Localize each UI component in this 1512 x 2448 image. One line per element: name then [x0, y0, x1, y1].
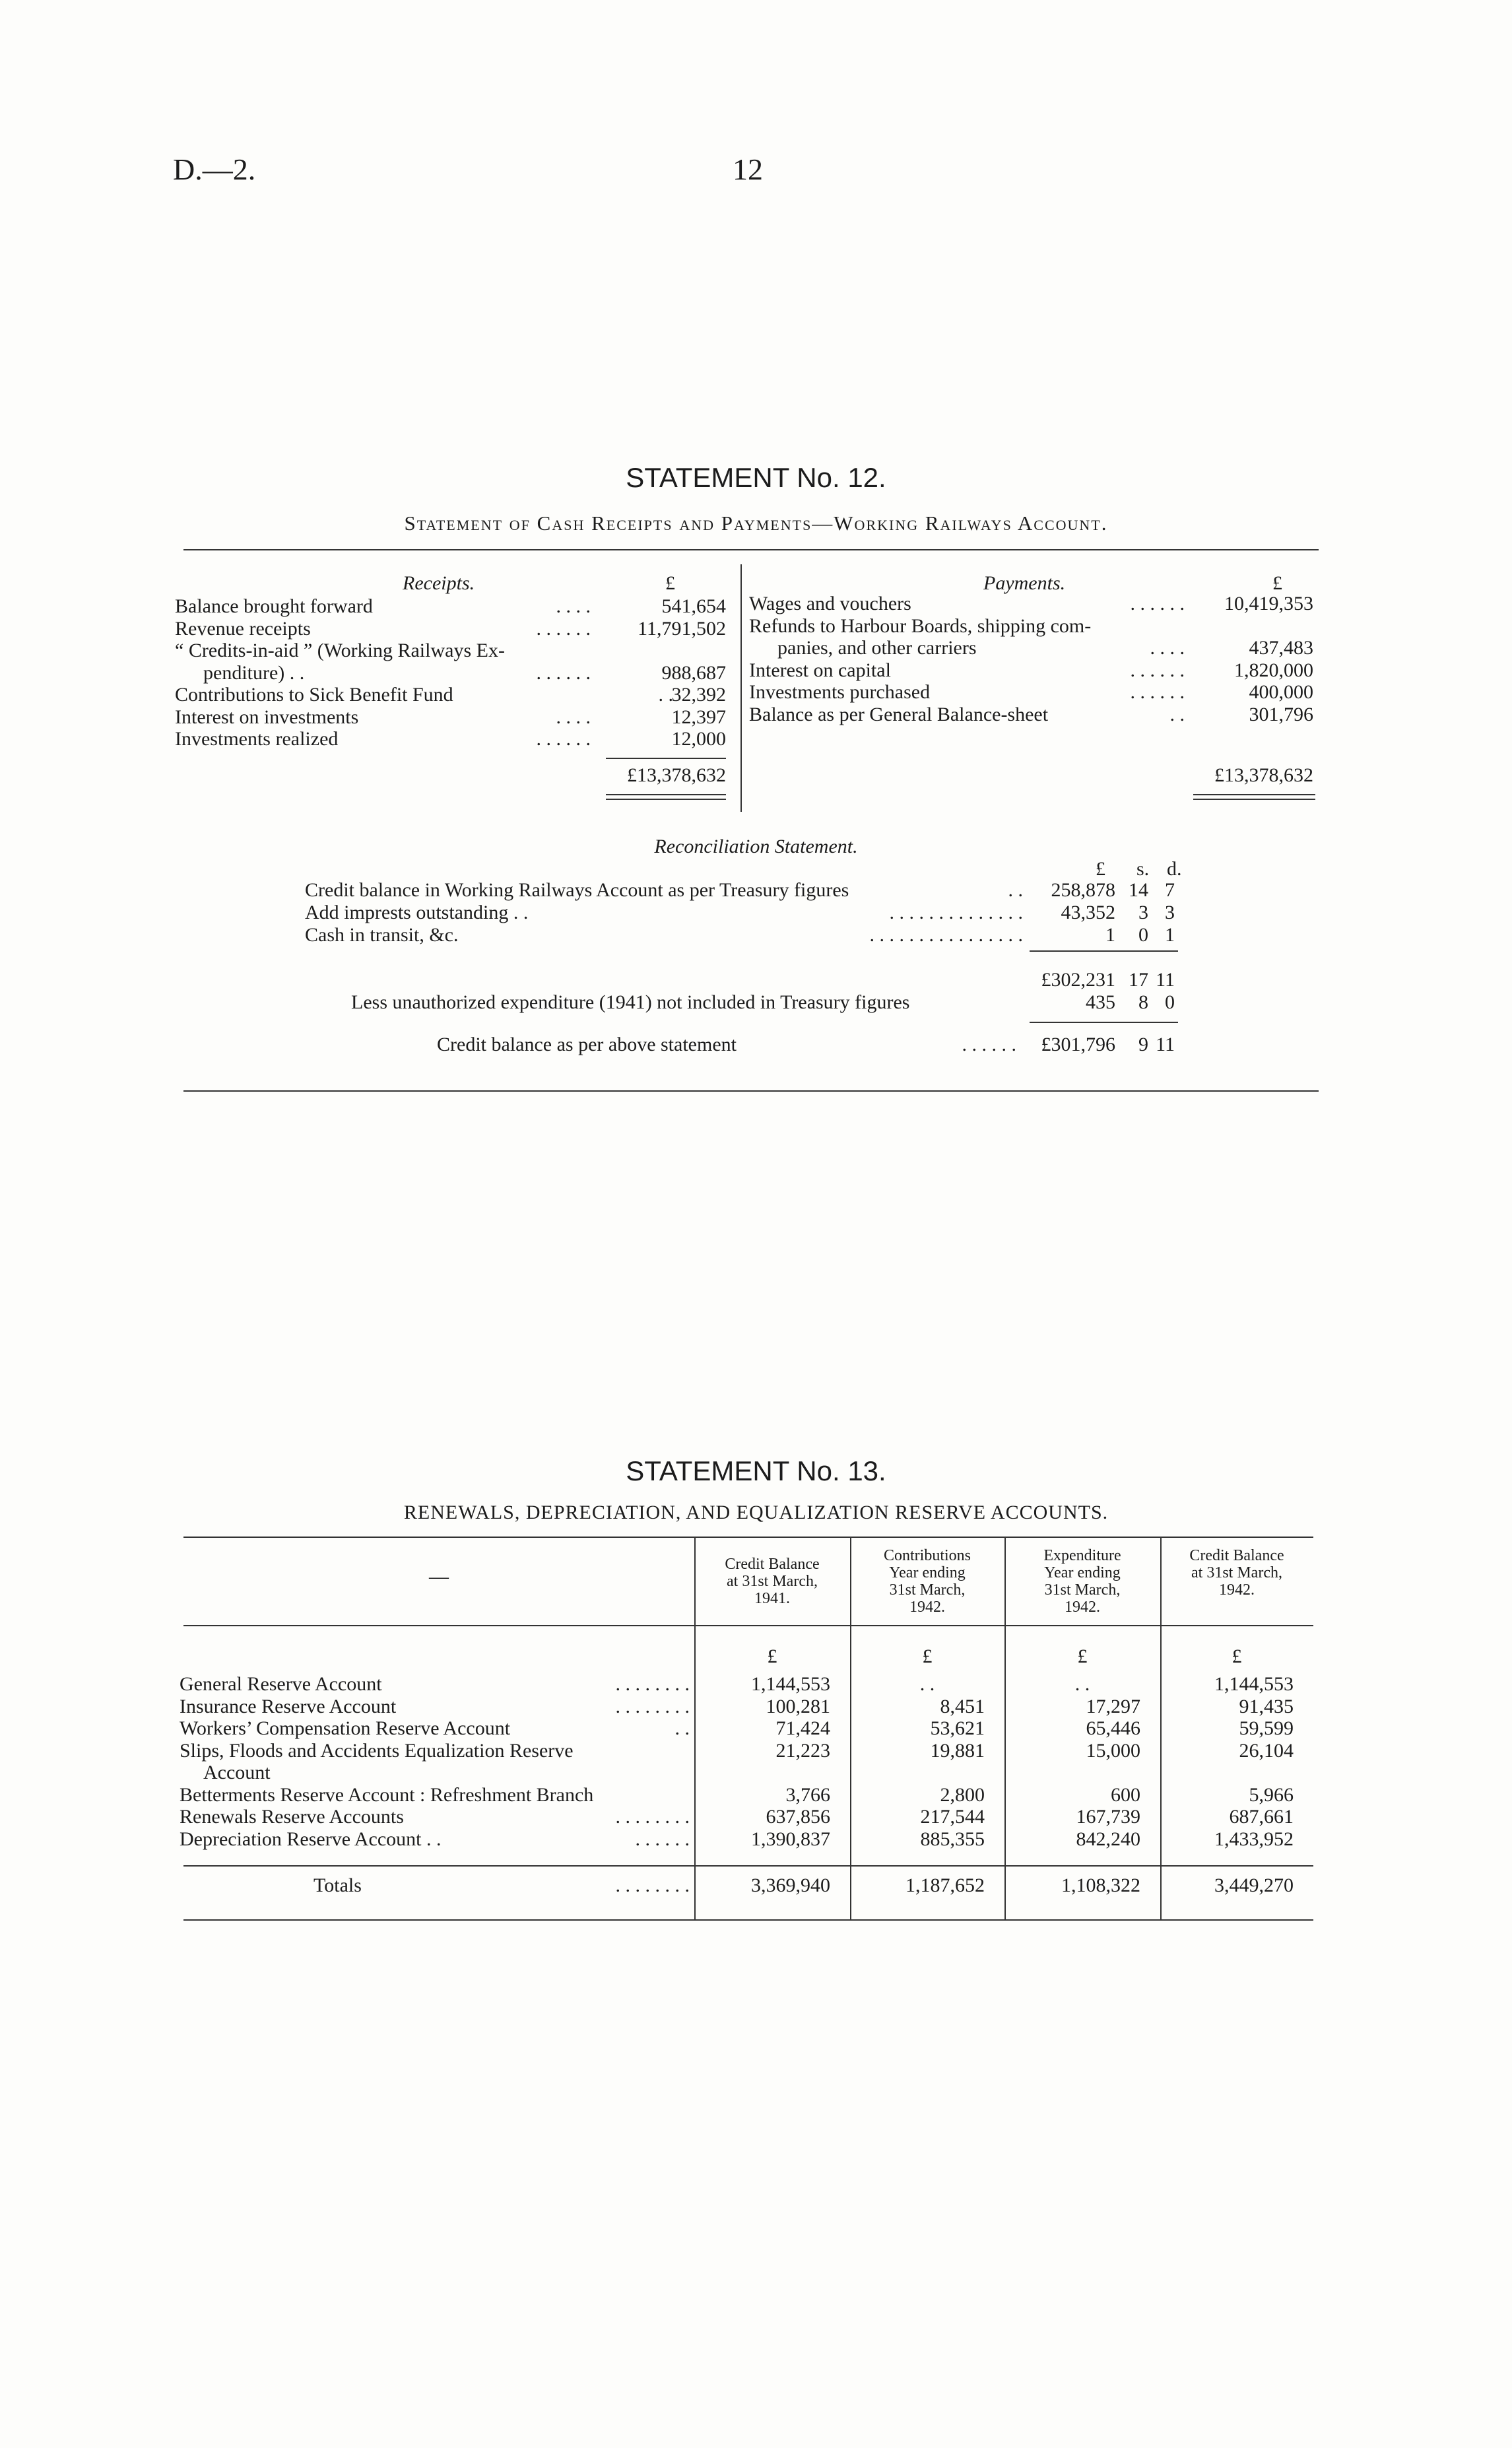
- recon-pence: 7: [1165, 879, 1175, 901]
- recon-final-shillings: 9: [1138, 1034, 1148, 1055]
- recon-final-dots: . . . . . .: [962, 1034, 1016, 1055]
- receipt-leader-dots: . . . .: [556, 595, 591, 617]
- payment-label: Investments purchased: [749, 681, 931, 703]
- payment-leader-dots: . . . . . .: [1130, 659, 1185, 681]
- statement-13-subtitle: RENEWALS, DEPRECIATION, AND EQUALIZATION RESERVE ACCOUNTS.: [403, 1502, 1109, 1523]
- statement-12-subtitle: Statement of Cash Receipts and Payments—Working Railways Account.: [404, 512, 1108, 535]
- payment-leader-dots: . . . . . .: [1130, 593, 1185, 614]
- recon-pence: 1: [1165, 924, 1175, 946]
- s13-cell-value: 17,297: [1086, 1695, 1140, 1717]
- s13-row-label: Workers’ Compensation Reserve Account: [180, 1717, 511, 1739]
- s13-cell-value: 71,424: [775, 1717, 830, 1739]
- s13-cell-value: 5,966: [1249, 1783, 1294, 1806]
- recon-less-shillings: 8: [1138, 991, 1148, 1013]
- s13-currency: £: [1077, 1645, 1088, 1667]
- receipt-label: Contributions to Sick Benefit Fund: [175, 684, 453, 706]
- s13-cell-value: 600: [1111, 1783, 1140, 1806]
- s13-bottom-rule: [183, 1919, 1313, 1921]
- s13-leader-dots: . . . . . . . .: [615, 1673, 690, 1695]
- s13-column-head: Expenditure Year ending 31st March, 1942.: [1043, 1547, 1121, 1616]
- s13-cell-value: . .: [919, 1673, 935, 1695]
- s13-currency: £: [1232, 1645, 1242, 1667]
- statement-12-title: STATEMENT No. 12.: [626, 462, 886, 493]
- receipt-value: 32,392: [671, 684, 726, 706]
- s13-totals-rule: [183, 1865, 1313, 1867]
- payments-currency: £: [1272, 572, 1282, 594]
- payments-total-double-rule: [1193, 794, 1315, 800]
- receipt-label: Interest on investments: [175, 706, 359, 728]
- s13-cell-value: 1,144,553: [751, 1673, 830, 1695]
- recon-subtotal-pence: 11: [1156, 969, 1175, 991]
- payment-value: 10,419,353: [1224, 593, 1313, 614]
- recon-shillings: 3: [1138, 902, 1148, 923]
- recon-less-pence: 0: [1165, 991, 1175, 1013]
- s13-row-label: Depreciation Reserve Account . .: [180, 1828, 442, 1850]
- s13-totals-dots: . . . . . . . .: [615, 1874, 690, 1896]
- s13-cell-value: 687,661: [1229, 1806, 1294, 1828]
- document-reference: D.—2.: [173, 152, 256, 186]
- receipts-total: £13,378,632: [627, 764, 726, 786]
- s13-leader-dots: . . . . . . . .: [615, 1806, 690, 1828]
- statement-12-top-rule: [183, 549, 1319, 550]
- recon-less-pounds: 435: [1086, 991, 1115, 1013]
- payment-label: panies, and other carriers: [777, 637, 977, 659]
- payment-leader-dots: . .: [1169, 703, 1185, 725]
- s13-column-head: Contributions Year ending 31st March, 1942.: [883, 1547, 971, 1616]
- s13-cell-value: 91,435: [1239, 1695, 1294, 1717]
- page-number: 12: [733, 152, 763, 186]
- recon-head-pounds: £: [1096, 858, 1105, 880]
- s13-totals-label: Totals: [313, 1874, 362, 1896]
- recon-leader-dots: . .: [1008, 879, 1023, 901]
- recon-final-label: Credit balance as per above statement: [437, 1034, 737, 1055]
- receipt-value: 12,397: [671, 706, 726, 728]
- s13-total-value: 1,187,652: [905, 1874, 985, 1896]
- s13-column-head: Credit Balance at 31st March, 1941.: [725, 1556, 820, 1607]
- s13-cell-value: 59,599: [1239, 1717, 1294, 1739]
- receipts-sum-rule: [606, 758, 726, 759]
- s13-cell-value: 637,856: [766, 1806, 830, 1828]
- receipt-label: Balance brought forward: [175, 595, 373, 617]
- recon-sum-rule: [1030, 950, 1178, 952]
- recon-subtotal-pounds: £302,231: [1041, 969, 1115, 991]
- s13-cell-value: 15,000: [1086, 1739, 1140, 1762]
- payment-label: Refunds to Harbour Boards, shipping com-: [749, 614, 1092, 637]
- recon-label: Credit balance in Working Railways Account as per Treasury figures: [305, 879, 849, 901]
- s13-first-column-head: —: [429, 1566, 449, 1587]
- s13-row-label: General Reserve Account: [180, 1673, 382, 1695]
- payment-label: Balance as per General Balance-sheet: [749, 703, 1049, 725]
- recon-shillings: 0: [1138, 924, 1148, 946]
- reconciliation-bottom-rule: [183, 1090, 1319, 1092]
- s13-row-label: Slips, Floods and Accidents Equalization Reserve: [180, 1739, 574, 1762]
- s13-cell-value: 100,281: [766, 1695, 830, 1717]
- receipt-label: “ Credits-in-aid ” (Working Railways Ex-: [175, 640, 505, 661]
- s13-cell-value: 19,881: [930, 1739, 985, 1762]
- recon-head-pence: d.: [1167, 858, 1182, 880]
- s13-currency: £: [767, 1645, 777, 1667]
- s13-cell-value: 3,766: [785, 1783, 830, 1806]
- receipt-label: Investments realized: [175, 728, 339, 750]
- recon-label: Add imprests outstanding . .: [305, 902, 529, 923]
- receipts-heading: Receipts.: [403, 572, 475, 594]
- recon-final-pence: 11: [1156, 1034, 1175, 1055]
- receipts-total-double-rule: [606, 794, 726, 800]
- receipt-leader-dots: . .: [658, 684, 673, 706]
- payment-value: 301,796: [1249, 703, 1313, 725]
- s13-cell-value: 167,739: [1076, 1806, 1140, 1828]
- payment-leader-dots: . . . .: [1150, 637, 1185, 659]
- receipt-leader-dots: . . . . . .: [536, 661, 591, 684]
- recon-less-rule: [1030, 1022, 1178, 1023]
- s13-cell-value: 842,240: [1076, 1828, 1140, 1850]
- s13-total-value: 3,369,940: [751, 1874, 830, 1896]
- receipt-value: 12,000: [671, 728, 726, 750]
- s13-cell-value: 885,355: [920, 1828, 985, 1850]
- receipt-value: 541,654: [661, 595, 726, 617]
- s13-cell-value: 21,223: [775, 1739, 830, 1762]
- s13-cell-value: 217,544: [920, 1806, 985, 1828]
- s13-leader-dots: . .: [674, 1717, 690, 1739]
- receipt-label: penditure) . .: [203, 661, 305, 684]
- s13-row-label: Insurance Reserve Account: [180, 1695, 397, 1717]
- s13-cell-value: 1,144,553: [1214, 1673, 1294, 1695]
- recon-shillings: 14: [1129, 879, 1148, 901]
- s13-cell-value: 2,800: [940, 1783, 985, 1806]
- receipt-leader-dots: . . . . . .: [536, 617, 591, 640]
- s13-head-rule: [183, 1625, 1313, 1626]
- payment-label: Wages and vouchers: [749, 593, 911, 614]
- receipts-currency: £: [665, 572, 675, 594]
- recon-leader-dots: . . . . . . . . . . . . . . . .: [869, 924, 1023, 946]
- receipt-label: Revenue receipts: [175, 617, 311, 640]
- reconciliation-title: Reconciliation Statement.: [654, 836, 858, 857]
- s13-total-value: 1,108,322: [1061, 1874, 1140, 1896]
- s13-currency: £: [922, 1645, 933, 1667]
- payment-leader-dots: . . . . . .: [1130, 681, 1185, 703]
- recon-label: Cash in transit, &c.: [305, 924, 459, 946]
- recon-pence: 3: [1165, 902, 1175, 923]
- recon-head-shillings: s.: [1136, 858, 1150, 880]
- s13-cell-value: 1,390,837: [751, 1828, 830, 1850]
- payments-heading: Payments.: [983, 572, 1066, 594]
- recon-final-pounds: £301,796: [1041, 1034, 1115, 1055]
- recon-subtotal-shillings: 17: [1129, 969, 1148, 991]
- s13-cell-value: . .: [1074, 1673, 1090, 1695]
- s13-cell-value: 1,433,952: [1214, 1828, 1294, 1850]
- receipt-leader-dots: . . . . . .: [536, 728, 591, 750]
- payment-value: 437,483: [1249, 637, 1313, 659]
- s13-row-label: Account: [203, 1762, 271, 1783]
- recon-pounds: 258,878: [1051, 879, 1115, 901]
- statement-13-title: STATEMENT No. 13.: [626, 1455, 886, 1486]
- s13-column-head: Credit Balance at 31st March, 1942.: [1189, 1547, 1284, 1599]
- recon-leader-dots: . . . . . . . . . . . . . .: [889, 902, 1023, 923]
- statement-12-divider: [740, 564, 742, 812]
- receipt-value: 988,687: [661, 661, 726, 684]
- receipt-value: 11,791,502: [638, 617, 726, 640]
- payment-label: Interest on capital: [749, 659, 891, 681]
- s13-total-value: 3,449,270: [1214, 1874, 1294, 1896]
- s13-row-label: Renewals Reserve Accounts: [180, 1806, 404, 1828]
- recon-pounds: 43,352: [1061, 902, 1115, 923]
- s13-cell-value: 26,104: [1239, 1739, 1294, 1762]
- s13-leader-dots: . . . . . .: [635, 1828, 690, 1850]
- receipt-leader-dots: . . . .: [556, 706, 591, 728]
- s13-cell-value: 53,621: [930, 1717, 985, 1739]
- recon-pounds: 1: [1105, 924, 1115, 946]
- s13-row-label: Betterments Reserve Account : Refreshment Branch: [180, 1783, 594, 1806]
- payment-value: 400,000: [1249, 681, 1313, 703]
- payment-value: 1,820,000: [1234, 659, 1313, 681]
- s13-cell-value: 65,446: [1086, 1717, 1140, 1739]
- recon-less-label: Less unauthorized expenditure (1941) not included in Treasury figures: [351, 991, 910, 1013]
- payments-total: £13,378,632: [1214, 764, 1313, 786]
- s13-top-rule: [183, 1537, 1313, 1538]
- s13-leader-dots: . . . . . . . .: [615, 1695, 690, 1717]
- s13-cell-value: 8,451: [940, 1695, 985, 1717]
